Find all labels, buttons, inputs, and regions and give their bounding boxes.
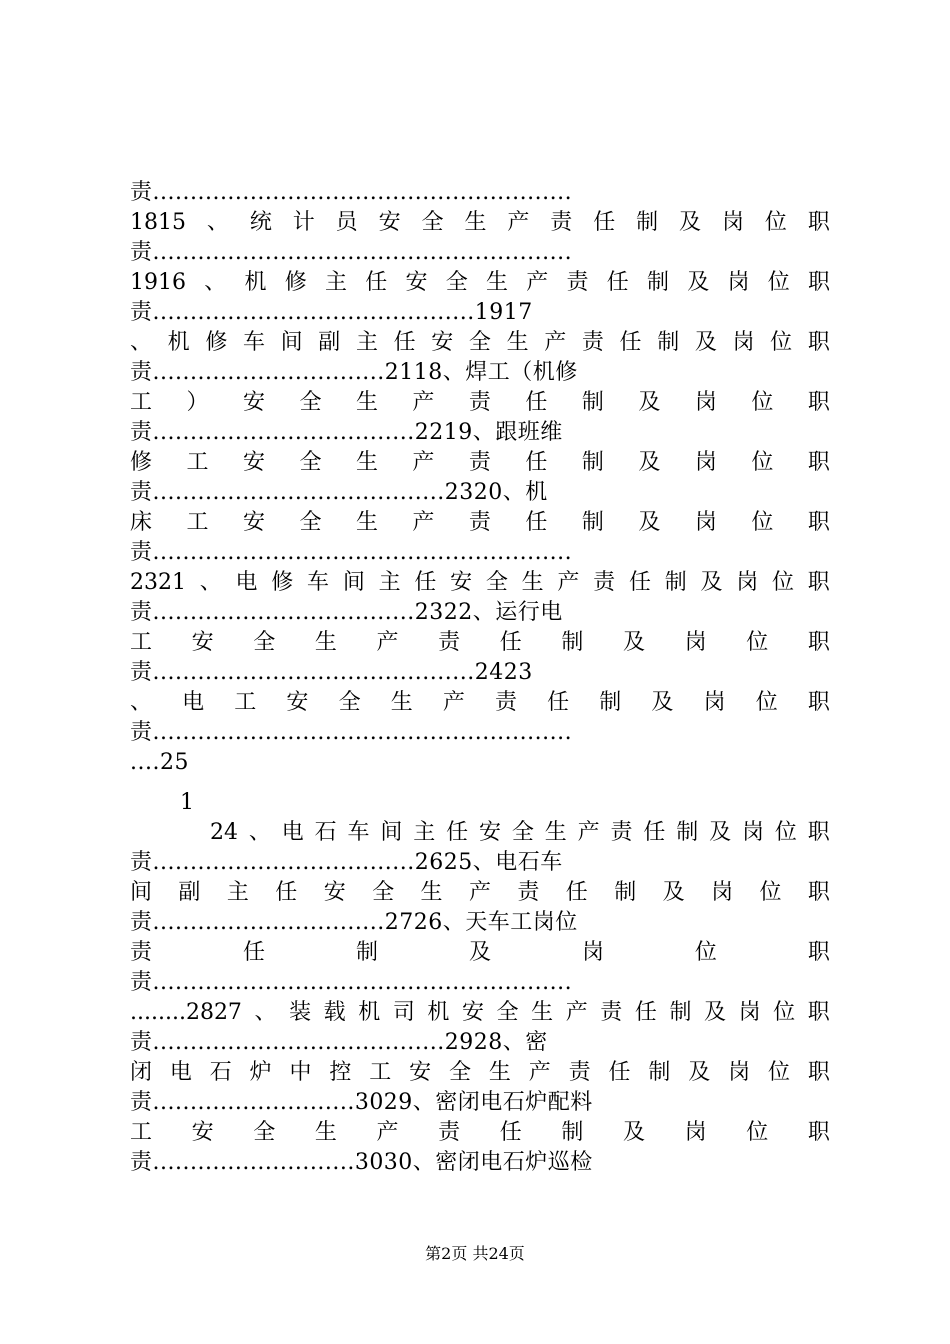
- toc-token: 生: [355, 450, 378, 475]
- toc-token: 全: [299, 510, 322, 535]
- toc-token: 全: [253, 1120, 276, 1145]
- toc-token: 生: [420, 880, 443, 905]
- toc-token: 任: [275, 880, 298, 905]
- toc-token: 责: [468, 390, 491, 415]
- toc-token: 产: [526, 270, 549, 295]
- toc-token: 责: [438, 630, 461, 655]
- toc-token: 电: [235, 570, 258, 595]
- toc-token: 工: [369, 1060, 392, 1085]
- toc-token: 位: [774, 820, 797, 845]
- toc-line: 责.......................................2928、密: [130, 1030, 548, 1055]
- toc-token: 24: [210, 820, 238, 845]
- toc-token: 全: [468, 330, 491, 355]
- toc-token: 生: [355, 510, 378, 535]
- toc-token: 职: [807, 1060, 830, 1085]
- toc-token: 位: [755, 690, 778, 715]
- toc-token: 全: [299, 450, 322, 475]
- toc-token: 制: [669, 1000, 692, 1025]
- toc-token: 全: [253, 630, 276, 655]
- toc-line: 责...............................2726、天车工岗位: [130, 910, 578, 935]
- toc-token: 任: [242, 940, 265, 965]
- toc-token: 、: [254, 1000, 277, 1025]
- toc-token: 及: [700, 570, 723, 595]
- toc-token: 间: [130, 880, 153, 905]
- toc-token: 制: [355, 940, 378, 965]
- toc-token: 岗: [728, 1060, 751, 1085]
- toc-token: 制: [581, 450, 604, 475]
- toc-token: 及: [638, 450, 661, 475]
- toc-token: 任: [608, 1060, 631, 1085]
- toc-token: 生: [544, 820, 567, 845]
- toc-token: 任: [628, 570, 651, 595]
- toc-line: [130, 508, 830, 538]
- toc-token: 制: [581, 390, 604, 415]
- toc-token: 安: [286, 690, 309, 715]
- toc-token: 生: [521, 570, 544, 595]
- toc-token: 位: [767, 270, 790, 295]
- toc-token: 生: [390, 690, 413, 715]
- toc-token: 产: [528, 1060, 551, 1085]
- toc-token: 任: [643, 820, 666, 845]
- toc-token: 制: [614, 880, 637, 905]
- toc-token: 全: [496, 1000, 519, 1025]
- toc-token: 责: [550, 210, 573, 235]
- toc-token: 产: [577, 820, 600, 845]
- toc-token: 产: [507, 210, 530, 235]
- toc-token: 、: [206, 210, 229, 235]
- toc-token: 岗: [711, 880, 734, 905]
- toc-line: [130, 568, 830, 598]
- toc-token: 、: [199, 570, 222, 595]
- toc-token: 位: [751, 450, 774, 475]
- toc-token: 任: [565, 880, 588, 905]
- toc-token: 制: [599, 690, 622, 715]
- toc-token: 任: [414, 570, 437, 595]
- toc-token: 生: [488, 1060, 511, 1085]
- toc-token: 生: [506, 330, 529, 355]
- toc-token: 安: [242, 450, 265, 475]
- toc-line: 责...........................................1917: [130, 300, 533, 325]
- toc-token: 机: [427, 1000, 450, 1025]
- toc-token: 安: [450, 570, 473, 595]
- toc-token: 修: [271, 570, 294, 595]
- toc-token: ........2827: [130, 1000, 242, 1025]
- toc-token: 床: [130, 510, 153, 535]
- toc-token: 岗: [721, 210, 744, 235]
- toc-token: 2321: [130, 570, 186, 595]
- toc-token: 1916: [130, 270, 186, 295]
- toc-token: 产: [468, 880, 491, 905]
- toc-token: 主: [378, 570, 401, 595]
- toc-token: 职: [807, 690, 830, 715]
- toc-token: 职: [807, 450, 830, 475]
- toc-token: 责: [468, 450, 491, 475]
- toc-token: 职: [807, 880, 830, 905]
- toc-token: 安: [431, 330, 454, 355]
- toc-token: 职: [807, 630, 830, 655]
- toc-token: 任: [634, 1000, 657, 1025]
- toc-token: 责: [494, 690, 517, 715]
- toc-token: 岗: [738, 1000, 761, 1025]
- toc-token: 岗: [727, 270, 750, 295]
- toc-token: 安: [323, 880, 346, 905]
- toc-token: 位: [746, 1120, 769, 1145]
- toc-token: 及: [623, 1120, 646, 1145]
- toc-token: 责: [568, 1060, 591, 1085]
- toc-token: 职: [807, 210, 830, 235]
- toc-token: 电: [182, 690, 205, 715]
- toc-token: 全: [511, 820, 534, 845]
- toc-token: 安: [461, 1000, 484, 1025]
- toc-token: 产: [412, 390, 435, 415]
- toc-line: [130, 208, 830, 238]
- toc-token: 任: [499, 630, 522, 655]
- toc-line: 责........................................................: [130, 540, 573, 565]
- toc-token: 司: [392, 1000, 415, 1025]
- toc-token: 机: [167, 330, 190, 355]
- toc-line: 责........................................................: [130, 240, 573, 265]
- toc-token: 制: [646, 270, 669, 295]
- toc-token: 制: [561, 1120, 584, 1145]
- toc-token: 职: [807, 330, 830, 355]
- toc-token: 生: [355, 390, 378, 415]
- toc-token: 职: [807, 1000, 830, 1025]
- toc-token: 及: [662, 880, 685, 905]
- toc-token: 安: [242, 510, 265, 535]
- toc-token: 副: [178, 880, 201, 905]
- toc-token: 位: [759, 880, 782, 905]
- toc-token: 车: [347, 820, 370, 845]
- toc-token: 职: [807, 570, 830, 595]
- toc-token: 及: [651, 690, 674, 715]
- toc-token: 位: [773, 1000, 796, 1025]
- toc-token: 制: [676, 820, 699, 845]
- toc-token: 职: [807, 270, 830, 295]
- toc-token: 位: [772, 570, 795, 595]
- toc-line: ....25: [130, 750, 189, 775]
- toc-token: 安: [478, 820, 501, 845]
- toc-token: 制: [581, 510, 604, 535]
- toc-token: 及: [679, 210, 702, 235]
- toc-token: 炉: [249, 1060, 272, 1085]
- toc-token: 责: [438, 1120, 461, 1145]
- toc-token: 岗: [736, 570, 759, 595]
- toc-token: 工: [186, 510, 209, 535]
- toc-token: 任: [525, 450, 548, 475]
- toc-token: 主: [413, 820, 436, 845]
- toc-token: 及: [638, 510, 661, 535]
- toc-token: 全: [372, 880, 395, 905]
- toc-line: 责...........................3029、密闭电石炉配料: [130, 1090, 593, 1115]
- toc-token: 全: [338, 690, 361, 715]
- toc-token: 产: [565, 1000, 588, 1025]
- toc-token: 工: [186, 450, 209, 475]
- toc-token: 、: [248, 820, 271, 845]
- toc-token: 闭: [130, 1060, 153, 1085]
- toc-token: 主: [226, 880, 249, 905]
- toc-line: 责...........................3030、密闭电石炉巡检: [130, 1150, 593, 1175]
- toc-token: 制: [664, 570, 687, 595]
- toc-token: 载: [323, 1000, 346, 1025]
- toc-line: 责...............................2118、焊工（机修: [130, 360, 578, 385]
- toc-token: 安: [242, 390, 265, 415]
- toc-token: 及: [694, 330, 717, 355]
- toc-line: 责...........................................2423: [130, 660, 533, 685]
- toc-token: 工: [130, 1120, 153, 1145]
- toc-token: 责: [517, 880, 540, 905]
- toc-token: 岗: [732, 330, 755, 355]
- toc-token: 责: [610, 820, 633, 845]
- toc-token: 车: [307, 570, 330, 595]
- toc-token: 机: [358, 1000, 381, 1025]
- toc-line: [130, 628, 830, 658]
- toc-token: 安: [191, 630, 214, 655]
- toc-token: 位: [764, 210, 787, 235]
- toc-token: 任: [593, 210, 616, 235]
- toc-token: 主: [324, 270, 347, 295]
- toc-token: 职: [807, 940, 830, 965]
- toc-line: [130, 878, 830, 908]
- toc-token: 及: [638, 390, 661, 415]
- toc-token: 任: [499, 1120, 522, 1145]
- toc-token: 岗: [694, 450, 717, 475]
- toc-token: 及: [468, 940, 491, 965]
- toc-line: [130, 938, 830, 968]
- toc-token: 产: [376, 1120, 399, 1145]
- toc-token: 责: [581, 330, 604, 355]
- toc-token: 及: [623, 630, 646, 655]
- toc-token: 全: [421, 210, 444, 235]
- toc-token: 产: [442, 690, 465, 715]
- toc-token: 间: [380, 820, 403, 845]
- toc-token: 位: [694, 940, 717, 965]
- toc-line: [210, 818, 830, 848]
- toc-token: 全: [299, 390, 322, 415]
- toc-token: 岗: [694, 390, 717, 415]
- toc-token: 制: [657, 330, 680, 355]
- toc-token: 岗: [581, 940, 604, 965]
- toc-token: 1815: [130, 210, 186, 235]
- toc-token: 安: [378, 210, 401, 235]
- toc-line: 责........................................................: [130, 720, 573, 745]
- toc-token: 岗: [684, 630, 707, 655]
- toc-token: 间: [280, 330, 303, 355]
- toc-token: 岗: [684, 1120, 707, 1145]
- toc-line: 责...................................2625、电石车: [130, 850, 563, 875]
- page-footer: 第2页 共24页: [425, 1244, 525, 1263]
- toc-token: 中: [289, 1060, 312, 1085]
- toc-token: 统: [249, 210, 272, 235]
- toc-token: 任: [619, 330, 642, 355]
- toc-token: 计: [292, 210, 315, 235]
- toc-token: 岗: [741, 820, 764, 845]
- toc-token: 、: [204, 270, 227, 295]
- toc-token: 员: [335, 210, 358, 235]
- toc-token: 职: [807, 1120, 830, 1145]
- toc-token: ）: [186, 390, 209, 415]
- toc-token: 制: [561, 630, 584, 655]
- toc-token: 间: [342, 570, 365, 595]
- toc-line: 责.......................................2320、机: [130, 480, 548, 505]
- toc-token: 生: [464, 210, 487, 235]
- toc-token: 责: [130, 940, 153, 965]
- toc-token: 位: [770, 330, 793, 355]
- toc-token: 控: [329, 1060, 352, 1085]
- toc-token: 职: [807, 390, 830, 415]
- toc-token: 安: [409, 1060, 432, 1085]
- toc-token: 位: [768, 1060, 791, 1085]
- toc-line: 1: [180, 790, 195, 815]
- toc-token: 职: [807, 820, 830, 845]
- toc-line: 责........................................................: [130, 180, 573, 205]
- toc-token: 任: [393, 330, 416, 355]
- toc-token: 生: [314, 630, 337, 655]
- toc-token: 安: [405, 270, 428, 295]
- toc-token: 制: [648, 1060, 671, 1085]
- toc-token: 石: [314, 820, 337, 845]
- toc-token: 任: [547, 690, 570, 715]
- toc-token: 岗: [703, 690, 726, 715]
- toc-token: 安: [191, 1120, 214, 1145]
- toc-token: 产: [544, 330, 567, 355]
- toc-token: 岗: [694, 510, 717, 535]
- toc-token: 责: [600, 1000, 623, 1025]
- toc-line: 责........................................................: [130, 970, 573, 995]
- toc-token: 、: [130, 330, 153, 355]
- toc-token: 职: [807, 510, 830, 535]
- toc-token: 责: [593, 570, 616, 595]
- toc-token: 及: [688, 1060, 711, 1085]
- toc-token: 制: [636, 210, 659, 235]
- toc-token: 机: [244, 270, 267, 295]
- toc-token: 生: [314, 1120, 337, 1145]
- toc-token: 产: [412, 510, 435, 535]
- toc-token: 任: [365, 270, 388, 295]
- toc-token: 生: [531, 1000, 554, 1025]
- toc-token: 主: [355, 330, 378, 355]
- toc-token: 工: [234, 690, 257, 715]
- toc-token: 生: [485, 270, 508, 295]
- toc-token: 任: [606, 270, 629, 295]
- toc-line: [130, 448, 830, 478]
- toc-token: 及: [709, 820, 732, 845]
- toc-token: 产: [376, 630, 399, 655]
- toc-line: [130, 388, 830, 418]
- toc-token: 产: [412, 450, 435, 475]
- toc-token: 产: [557, 570, 580, 595]
- toc-token: 装: [289, 1000, 312, 1025]
- toc-token: 工: [130, 630, 153, 655]
- toc-token: 任: [525, 390, 548, 415]
- toc-token: 车: [242, 330, 265, 355]
- toc-token: 任: [525, 510, 548, 535]
- toc-token: 位: [751, 510, 774, 535]
- toc-line: [130, 328, 830, 358]
- toc-line: [130, 1058, 830, 1088]
- toc-token: 电: [169, 1060, 192, 1085]
- toc-token: 工: [130, 390, 153, 415]
- toc-token: 电: [281, 820, 304, 845]
- toc-token: 、: [130, 690, 153, 715]
- toc-line: [130, 1118, 830, 1148]
- toc-token: 位: [746, 630, 769, 655]
- toc-token: 石: [209, 1060, 232, 1085]
- toc-token: 修: [205, 330, 228, 355]
- toc-token: 责: [566, 270, 589, 295]
- toc-token: 修: [130, 450, 153, 475]
- toc-line: 责...................................2322、运行电: [130, 600, 563, 625]
- toc-token: 修: [284, 270, 307, 295]
- toc-token: 责: [468, 510, 491, 535]
- toc-token: 及: [687, 270, 710, 295]
- toc-token: 任: [446, 820, 469, 845]
- toc-token: 副: [318, 330, 341, 355]
- toc-line: [130, 688, 830, 718]
- toc-line: [130, 998, 830, 1028]
- toc-line: 责...................................2219、跟班维: [130, 420, 563, 445]
- toc-token: 及: [704, 1000, 727, 1025]
- toc-token: 全: [485, 570, 508, 595]
- toc-token: 位: [751, 390, 774, 415]
- toc-token: 全: [445, 270, 468, 295]
- toc-token: 全: [449, 1060, 472, 1085]
- toc-line: [130, 268, 830, 298]
